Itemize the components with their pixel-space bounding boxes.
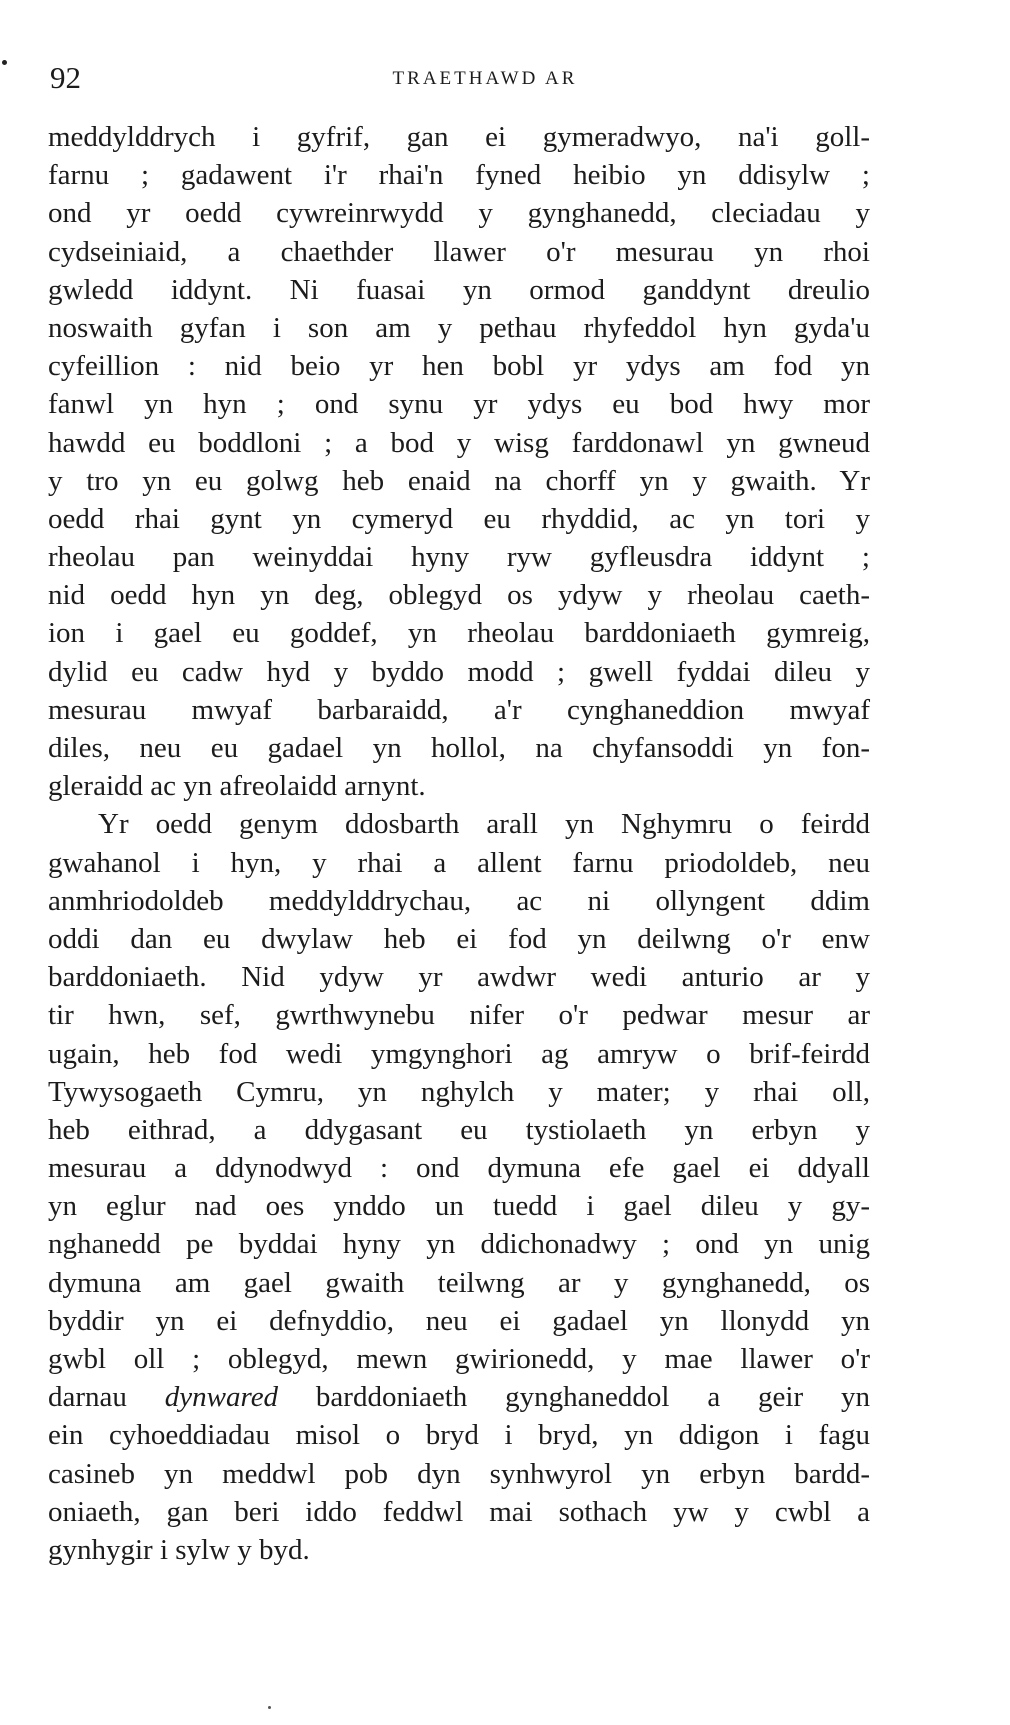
text-line: noswaith gyfan i son am y pethau rhyfeddol hyn gyda'u	[48, 311, 870, 344]
body-text	[48, 118, 870, 1569]
text-fragment: darnau	[48, 1381, 165, 1414]
text-fragment: barddoniaeth gynghaneddol a geir yn	[278, 1381, 870, 1414]
text-line: meddylddrych i gyfrif, gan ei gymeradwyo, na'i goll-	[48, 121, 870, 153]
text-line: hawdd eu boddloni ; a bod y wisg farddonawl yn gwneud	[48, 426, 870, 459]
text-line: gwledd iddynt. Ni fuasai yn ormod ganddynt dreulio	[48, 273, 870, 306]
ink-speck	[268, 1706, 271, 1709]
text-line: cydseiniaid, a chaethder llawer o'r mesurau yn rhoi	[48, 235, 870, 268]
text-line: gwahanol i hyn, y rhai a allent farnu priodoldeb, neu	[48, 846, 870, 879]
text-line: ion i gael eu goddef, yn rheolau barddoniaeth gymreig,	[48, 617, 870, 650]
text-line: gynhygir i sylw y byd.	[48, 1533, 310, 1566]
ink-speck	[2, 60, 7, 65]
text-line: rheolau pan weinyddai hyny ryw gyfleusdra iddynt ;	[48, 541, 870, 574]
running-head: TRAETHAWD AR	[392, 68, 578, 89]
page-header	[50, 60, 880, 100]
text-line: gwbl oll ; oblegyd, mewn gwirionedd, y mae llawer o'r	[48, 1343, 870, 1375]
text-line: Yr oedd genym ddosbarth arall yn Nghymru o feirdd	[98, 808, 870, 841]
text-line: heb eithrad, a ddygasant eu tystiolaeth yn erbyn y	[48, 1113, 870, 1146]
text-line: oddi dan eu dwylaw heb ei fod yn deilwng o'r enw	[48, 922, 870, 955]
text-line: Tywysogaeth Cymru, yn nghylch y mater; y rhai oll,	[48, 1075, 870, 1108]
text-line: mesurau mwyaf barbaraidd, a'r cynghaneddion mwyaf	[48, 693, 870, 726]
paragraph-2	[48, 805, 870, 1569]
text-line: nghanedd pe byddai hyny yn ddichonadwy ; ond yn unig	[48, 1228, 870, 1261]
text-line: tir hwn, sef, gwrthwynebu nifer o'r pedwar mesur ar	[48, 999, 870, 1032]
text-line: nid oedd hyn yn deg, oblegyd os ydyw y rheolau caeth-	[48, 579, 870, 612]
text-line: mesurau a ddynodwyd : ond dymuna efe gael ei ddyall	[48, 1152, 870, 1185]
text-line: farnu ; gadawent i'r rhai'n fyned heibio yn ddisylw ;	[48, 159, 870, 192]
text-line: y tro yn eu golwg heb enaid na chorff yn y gwaith. Yr	[48, 464, 870, 497]
text-line: yn eglur nad oes ynddo un tuedd i gael dileu y gy-	[48, 1190, 870, 1223]
italic-word: dynwared	[164, 1381, 279, 1414]
text-line: fanwl yn hyn ; ond synu yr ydys eu bod hwy mor	[48, 388, 870, 421]
text-line-with-italic	[48, 1378, 870, 1416]
text-line: ein cyhoeddiadau misol o bryd i bryd, yn ddigon i fagu	[48, 1419, 870, 1452]
text-line: byddir yn ei defnyddio, neu ei gadael yn llonydd yn	[48, 1304, 870, 1337]
text-line: anmhriodoldeb meddylddrychau, ac ni ollyngent ddim	[48, 884, 870, 917]
page-number: 92	[50, 60, 81, 95]
text-line: ugain, heb fod wedi ymgynghori ag amryw o brif-feirdd	[48, 1037, 870, 1070]
text-line: barddoniaeth. Nid ydyw yr awdwr wedi anturio ar y	[48, 961, 870, 994]
text-line: casineb yn meddwl pob dyn synhwyrol yn erbyn bardd-	[48, 1457, 870, 1490]
text-line: cyfeillion : nid beio yr hen bobl yr ydys am fod yn	[48, 350, 870, 383]
text-line: diles, neu eu gadael yn hollol, na chyfansoddi yn fon-	[48, 732, 870, 764]
text-line: oedd rhai gynt yn cymeryd eu rhyddid, ac yn tori y	[48, 502, 870, 535]
text-line: dymuna am gael gwaith teilwng ar y gynghanedd, os	[48, 1266, 870, 1299]
text-line: dylid eu cadw hyd y byddo modd ; gwell fyddai dileu y	[48, 655, 870, 688]
text-line: gleraidd ac yn afreolaidd arnynt.	[48, 770, 426, 803]
text-line: oniaeth, gan beri iddo feddwl mai sothach yw y cwbl a	[48, 1495, 870, 1528]
paragraph-1	[48, 118, 870, 805]
text-line: ond yr oedd cywreinrwydd y gynghanedd, cleciadau y	[48, 197, 870, 230]
